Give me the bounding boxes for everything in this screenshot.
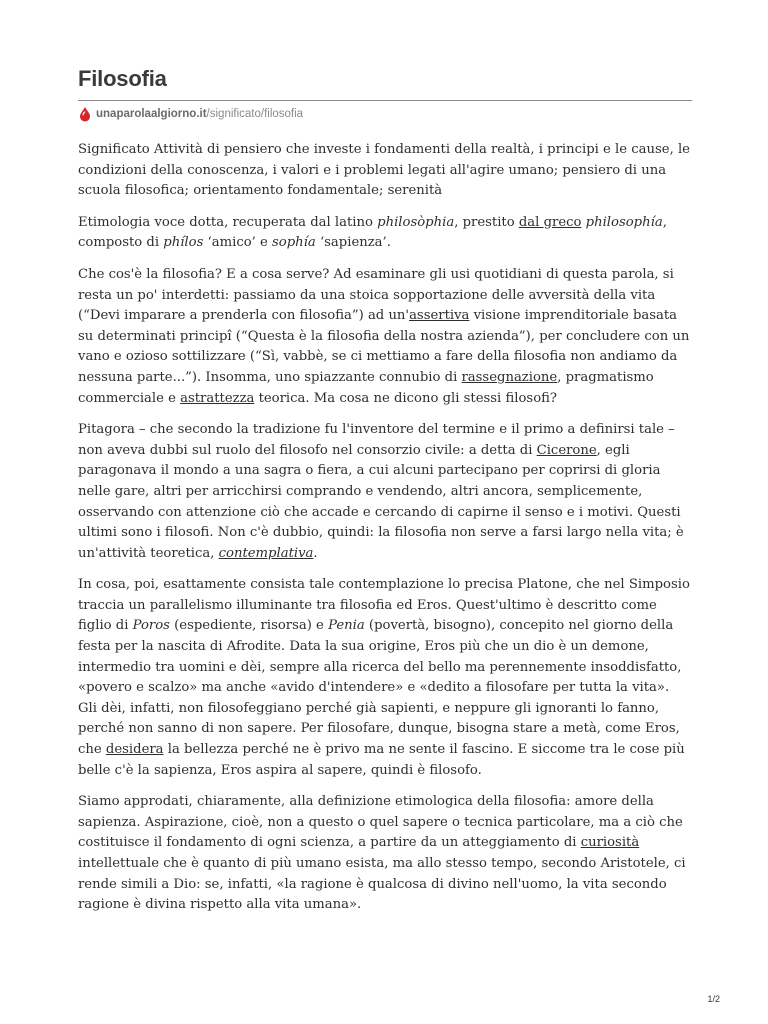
text-run: ‘amico’ e — [203, 235, 273, 251]
paragraph — [78, 213, 692, 254]
text-run: visione imprenditoriale basata su determinati principî (“Questa è la filosofia della nostra azienda”), per concludere con un vano e ozioso sottilizzare (“Sì, vabbè, se ci mettiamo a fare della filosofia non andiamo da nessuna parte...”). Insomma, uno spiazzante connubio di — [78, 308, 690, 385]
source-domain: unaparolaalgiorno.it — [96, 108, 207, 120]
drop-logo-icon — [78, 106, 92, 122]
glossary-link[interactable]: Cicerone — [536, 442, 597, 458]
paragraph — [78, 792, 692, 916]
text-run: , egli paragonava il mondo a una sagra o fiera, a cui alcuni partecipano per coprirsi di gloria nelle gare, altri per arricchirsi comprando e vendendo, altri ancora, semplicemente, osservando con attenzione ciò che accade e cercando di capirne il senso e i motivi. Questi ultimi sono i filosofi. Non c'è dubbio, quindi: la filosofia non serve a farsi largo nella vita; è un'attività teoretica, — [78, 442, 684, 561]
glossary-link[interactable]: rassegnazione — [461, 369, 558, 385]
text-run: Significato Attività di pensiero che investe i fondamenti della realtà, i principi e le cause, le condizioni della conoscenza, i valori e i problemi legati all'agire umano; pensiero di una scuola filosofica; orientamento fondamentale; serenità — [78, 142, 690, 199]
text-run: (povertà, bisogno), concepito nel giorno della festa per la nascita di Afrodite. Data la sua origine, Eros più che un dio è un demone, intermedio tra uomini e dèi, sempre alla ricerca del bello ma perennemente insoddisfatto, «povero e scalzo» ma anche «avido d'intendere» e «dedito a filosofare per tutta la vita». Gli dèi, infatti, non filosofeggiano perché già sapienti, e neppure gli ignoranti lo fanno, perché non sanno di non sapere. Per filosofare, dunque, bisogna stare a metà, come Eros, che — [78, 618, 682, 758]
paragraph — [78, 420, 692, 564]
glossary-link[interactable]: assertiva — [409, 308, 470, 324]
text-run: Etimologia voce dotta, recuperata dal latino — [78, 214, 378, 230]
page-number: 1/2 — [707, 994, 720, 1004]
page-title: Filosofia — [78, 66, 167, 91]
text-run: , prestito — [454, 214, 519, 230]
text-run: (espediente, risorsa) e — [169, 618, 329, 634]
text-run: , pragmatismo commerciale e — [78, 369, 654, 406]
italic-term: philosophía — [585, 214, 663, 230]
italic-term: Penia — [328, 618, 365, 634]
italic-term: sophía — [272, 235, 316, 251]
article-body — [78, 140, 692, 927]
text-run: Siamo approdati, chiaramente, alla definizione etimologica della filosofia: amore della sapienza. Aspirazione, cioè, non a questo o quel sapere o tecnica particolare, ma a ciò che costituisce il fondamento di ogni scienza, a partire da un atteggiamento di — [78, 794, 683, 851]
text-run: In cosa, poi, esattamente consista tale contemplazione lo precisa Platone, che nel Simposio traccia un parallelismo illuminante tra filosofia ed Eros. Quest'ultimo è descritto come figlio di — [78, 577, 690, 634]
text-run: Che cos'è la filosofia? E a cosa serve? Ad esaminare gli usi quotidiani di questa parola, si resta un po' interdetti: passiamo da una stoica sopportazione delle avversità della vita (“Devi imparare a prenderla con filosofia”) ad un' — [78, 266, 674, 324]
text-run: , composto di — [78, 214, 667, 251]
text-run: la bellezza perché ne è privo ma ne sente il fascino. E siccome tra le cose più belle c'è la sapienza, Eros aspira al sapere, quindi è filosofo. — [78, 742, 685, 778]
glossary-link[interactable]: dal greco — [518, 214, 582, 230]
glossary-link[interactable]: curiosità — [580, 835, 640, 851]
italic-term: Poros — [132, 618, 170, 634]
text-run: . — [313, 545, 318, 561]
source-line — [78, 106, 303, 122]
text-run: teorica. Ma cosa ne dicono gli stessi filosofi? — [254, 390, 557, 406]
paragraph — [78, 575, 692, 781]
italic-term: phílos — [163, 235, 204, 251]
paragraph — [78, 140, 692, 202]
italic-term: philosòphia — [377, 214, 455, 230]
text-run: ‘sapienza’. — [315, 235, 391, 251]
text-run: intellettuale che è quanto di più umano esista, ma allo stesso tempo, secondo Aristotele, ci rende simili a Dio: se, infatti, «la ragione è qualcosa di divino nell'uomo, la vita secondo ragione è divina rispetto alla vita umana». — [78, 856, 686, 913]
glossary-link[interactable]: astrattezza — [180, 390, 255, 406]
source-link[interactable] — [96, 108, 303, 120]
glossary-link[interactable]: desidera — [105, 742, 164, 758]
text-run: Pitagora – che secondo la tradizione fu l'inventore del termine e il primo a definirsi tale – non aveva dubbi sul ruolo del filosofo nel consorzio civile: a detta di — [78, 422, 675, 458]
source-path: /significato/filosofia — [206, 108, 304, 120]
paragraph — [78, 265, 692, 409]
glossary-link[interactable]: contemplativa — [218, 545, 314, 561]
title-divider — [78, 100, 692, 101]
